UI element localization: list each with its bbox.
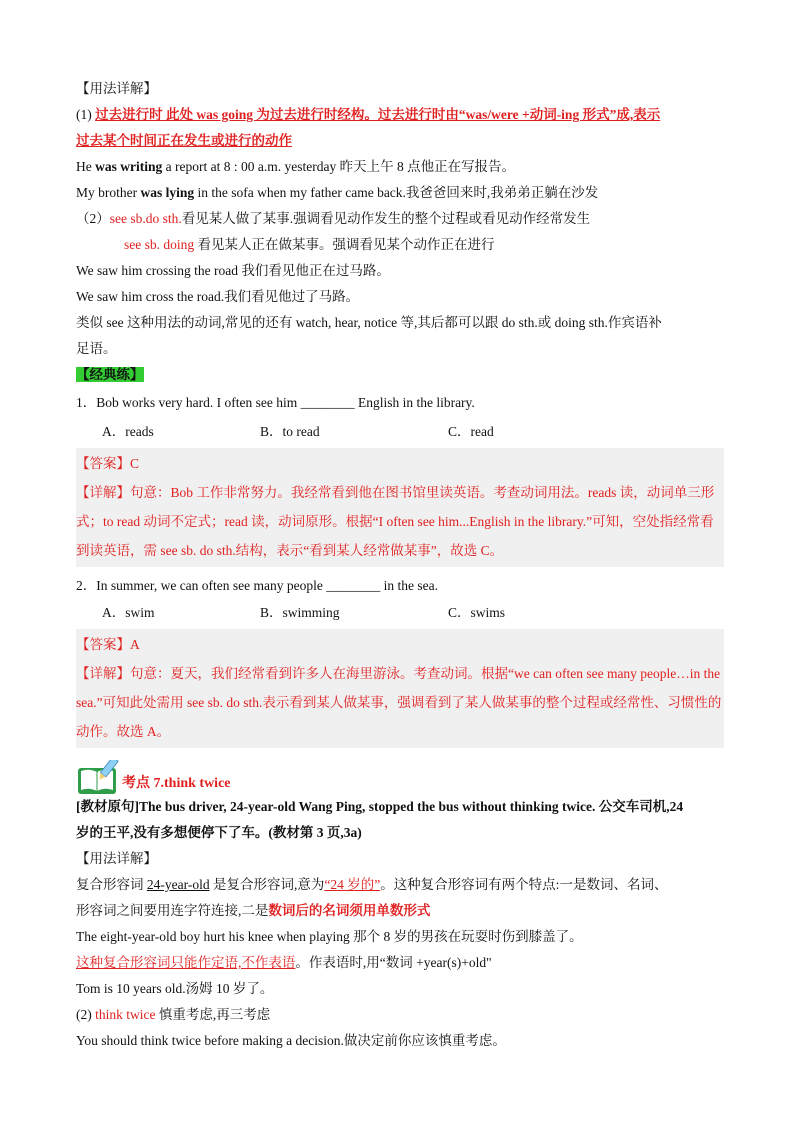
- compound-adj-rule-cont: 形容词之间要用连字符连接,二是数词后的名词须用单数形式: [76, 903, 431, 918]
- example-sentence: My brother was lying in the sofa when my father came back.我爸爸回来时,我弟弟正躺在沙发: [76, 185, 599, 200]
- example-sentence: You should think twice before making a decision.做决定前你应该慎重考虑。: [76, 1033, 506, 1048]
- question-2-options: [76, 599, 724, 627]
- compound-adj-note: 这种复合形容词只能作定语,不作表语。作表语时,用“数词 +year(s)+old": [76, 955, 492, 970]
- example-sentence: We saw him cross the road.我们看见他过了马路。: [76, 289, 360, 304]
- example-sentence: Tom is 10 years old.汤姆 10 岁了。: [76, 981, 274, 996]
- textbook-sentence-cont: 岁的王平,没有多想便停下了车。(教材第 3 页,3a): [76, 825, 362, 840]
- question-1-options: [76, 418, 724, 446]
- option-b: B．swimming: [260, 605, 340, 620]
- kaodian-7-header: [76, 754, 724, 794]
- option-c: C．read: [448, 424, 494, 439]
- example-sentence: He was writing a report at 8 : 00 a.m. yesterday 昨天上午 8 点他正在写报告。: [76, 159, 516, 174]
- option-c: C．swims: [448, 605, 506, 620]
- question-2-answer-block: [76, 629, 724, 748]
- option-b: B．to read: [260, 424, 320, 439]
- section-heading: 【用法详解】: [76, 81, 157, 96]
- question-1-answer-block: [76, 448, 724, 567]
- section-heading: 【用法详解】: [76, 851, 157, 866]
- rule-2b: see sb. doing 看见某人正在做某事。强调看见某个动作正在进行: [124, 237, 495, 252]
- rule-2: （2）see sb.do sth.看见某人做了某事.强调看见动作发生的整个过程或看见动作经常发生: [76, 211, 591, 226]
- question-2-stem: 2．In summer, we can often see many people ________ in the sea.: [76, 578, 438, 593]
- rule-1-cont: 过去某个时间正在发生或进行的动作: [76, 133, 292, 148]
- question-1-stem: 1．Bob works very hard. I often see him ________ English in the library.: [76, 395, 475, 410]
- kaodian-title: 考点 7.think twice: [122, 776, 231, 791]
- rule-1: (1) 过去进行时 此处 was going 为过去进行时经构。过去进行时由“was/were +动词-ing 形式”成,表示: [76, 107, 661, 122]
- option-a: A．swim: [102, 605, 155, 620]
- option-a: A．reads: [102, 424, 154, 439]
- example-sentence: We saw him crossing the road 我们看见他正在过马路。: [76, 263, 390, 278]
- usage-note: 类似 see 这种用法的动词,常见的还有 watch, hear, notice 等,其后都可以跟 do sth.或 doing sth.作宾语补: [76, 315, 662, 330]
- rule-1-text: 过去进行时 此处 was going 为过去进行时经构。过去进行时由“was/were +动词-ing 形式”成,表示: [95, 107, 661, 122]
- document-page: [76, 76, 724, 1054]
- explanation: 【详解】句意：Bob 工作非常努力。我经常看到他在图书馆里读英语。考查动词用法。reads 读，动词单三形式；to read 动词不定式；read 读，动词原形。根据“I often see him...English in the library.”可知，空处指经常看到读英语，需 see sb. do sth.结构，表示“看到某人经常做某事”，故选 C。: [76, 485, 715, 558]
- answer: 【答案】C: [76, 456, 140, 471]
- practice-heading: 【经典练】: [76, 367, 144, 382]
- book-pencil-icon: [76, 760, 122, 794]
- textbook-sentence: [教材原句]The bus driver, 24-year-old Wang Ping, stopped the bus without thinking twice. 公交车司机,24: [76, 799, 684, 814]
- rule-think-twice: (2) think twice 慎重考虑,再三考虑: [76, 1007, 271, 1022]
- answer: 【答案】A: [76, 637, 140, 652]
- explanation: 【详解】句意：夏天，我们经常看到许多人在海里游泳。考查动词。根据“we can often see many people…in the sea.”可知此处需用 see sb. do sth.表示看到某人做某事，强调看到了某人做某事的整个过程或经常性、习惯性的动作。故选 A。: [76, 666, 722, 739]
- usage-note-cont: 足语。: [76, 341, 117, 356]
- compound-adj-rule: 复合形容词 24-year-old 是复合形容词,意为“24 岁的”。这种复合形容词有两个特点:一是数词、名词、: [76, 877, 668, 892]
- example-sentence: The eight-year-old boy hurt his knee when playing 那个 8 岁的男孩在玩耍时伤到膝盖了。: [76, 929, 583, 944]
